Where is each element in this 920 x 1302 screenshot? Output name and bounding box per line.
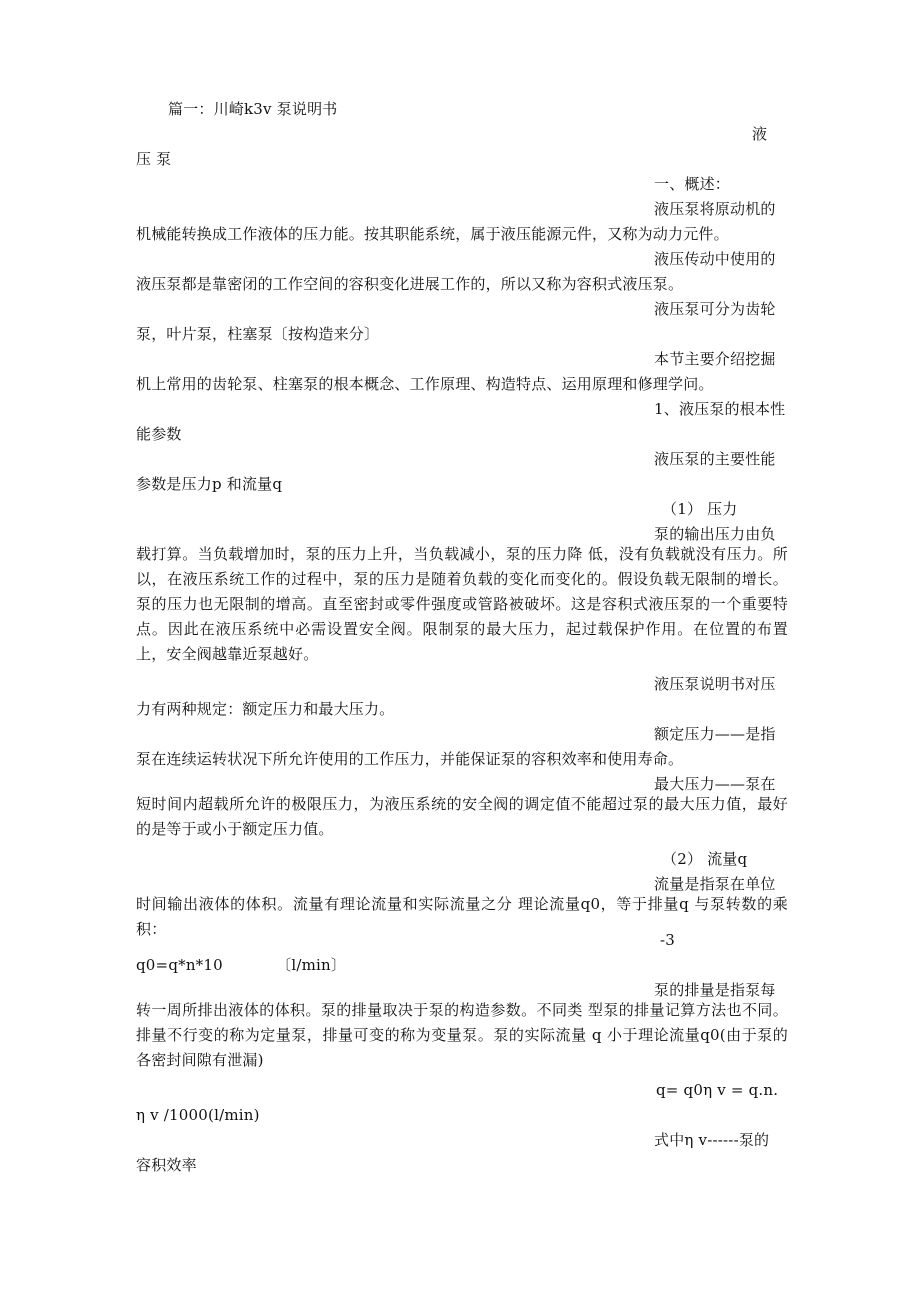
- paragraph-block: 载打算。当负载增加时，泵的压力上升，当负载减小，泵的压力降 低，没有负载就没有压力。所以，在液压系统工作的过程中，泵的压力是随着负载的变化而变化的。假设负载无限制的增长。泵的压力也无限制的增高。直至密封或零件强度或管路被破坏。这是容积式液压泵的一个重要特点。因此在液压系统中必需设置安全阀。限制泵的最大压力，起过载保护作用。在位置的布置上，安全阀越靠近泵越好。: [136, 545, 788, 663]
- paragraph-line: 泵在连续运转状况下所允许使用的工作压力，并能保证泵的容积效率和使用寿命。: [136, 750, 684, 768]
- page-heading: 篇一：川崎k3v 泵说明书: [168, 100, 338, 118]
- title-part-2: 压 泵: [136, 150, 172, 168]
- paragraph-line: 额定压力——是指: [654, 725, 776, 743]
- paragraph-line: 式中η v------泵的: [654, 1131, 770, 1149]
- paragraph-line: 液压泵都是靠密闭的工作空间的容积变化进展工作的，所以又称为容积式液压泵。: [136, 275, 684, 293]
- title-part-1: 液: [752, 125, 768, 143]
- paragraph-line: 液压泵将原动机的: [654, 200, 776, 218]
- section-heading-overview: 一、概述：: [654, 175, 731, 193]
- paragraph-line: 最大压力——泵在: [654, 775, 776, 793]
- paragraph-line: 液压传动中使用的: [654, 250, 776, 268]
- paragraph-line: 本节主要介绍挖掘: [654, 350, 776, 368]
- formula-actual-flow-cont: η v /1000(l/min): [136, 1106, 260, 1124]
- subsection-heading-pressure: （1） 压力: [662, 500, 738, 518]
- paragraph-line: 流量是指泵在单位: [654, 875, 776, 893]
- paragraph-line: 力有两种规定：额定压力和最大压力。: [136, 700, 395, 718]
- paragraph-line: 泵的输出压力由负: [654, 525, 776, 543]
- paragraph-line: 容积效率: [136, 1156, 197, 1174]
- paragraph-line: 液压泵可分为齿轮: [654, 300, 776, 318]
- subsection-heading-flow: （2） 流量q: [662, 850, 748, 868]
- paragraph-block: 转一周所排出液体的体积。泵的排量取决于泵的构造参数。不同类 型泵的排量记算方法也不同。排量不行变的称为定量泵，排量可变的称为变量泵。泵的实际流量 q 小于理论流量q0(由于泵的各密封间隙有泄漏): [136, 1001, 788, 1069]
- paragraph-line: 泵，叶片泵，柱塞泵〔按构造来分〕: [136, 325, 380, 343]
- paragraph-line: 液压泵说明书对压: [654, 675, 776, 693]
- paragraph-line: 液压泵的主要性能: [654, 450, 776, 468]
- paragraph-block: 短时间内超载所允许的极限压力，为液压系统的安全阀的调定值不能超过泵的最大压力值，最好的是等于或小于额定压力值。: [136, 795, 788, 838]
- paragraph-line: 泵的排量是指泵每: [654, 981, 776, 999]
- formula-theoretical-flow: q0=q*n*10 〔l/min〕: [136, 956, 347, 974]
- paragraph-line: 机上常用的齿轮泵、柱塞泵的根本概念、工作原理、构造特点、运用原理和修理学问。: [136, 375, 714, 393]
- paragraph-line: 机械能转换成工作液体的压力能。按其职能系统，属于液压能源元件，又称为动力元件。: [136, 225, 729, 243]
- section-heading-params: 1、液压泵的根本性: [654, 400, 786, 418]
- formula-exponent: -3: [660, 931, 676, 949]
- section-heading-params-cont: 能参数: [136, 425, 182, 443]
- paragraph-block: 时间输出液体的体积。流量有理论流量和实际流量之分 理论流量q0，等于排量q 与泵转数的乘积：: [136, 895, 788, 938]
- formula-actual-flow: q= q0η v = q.n.: [656, 1081, 779, 1099]
- paragraph-line: 参数是压力p 和流量q: [136, 475, 283, 493]
